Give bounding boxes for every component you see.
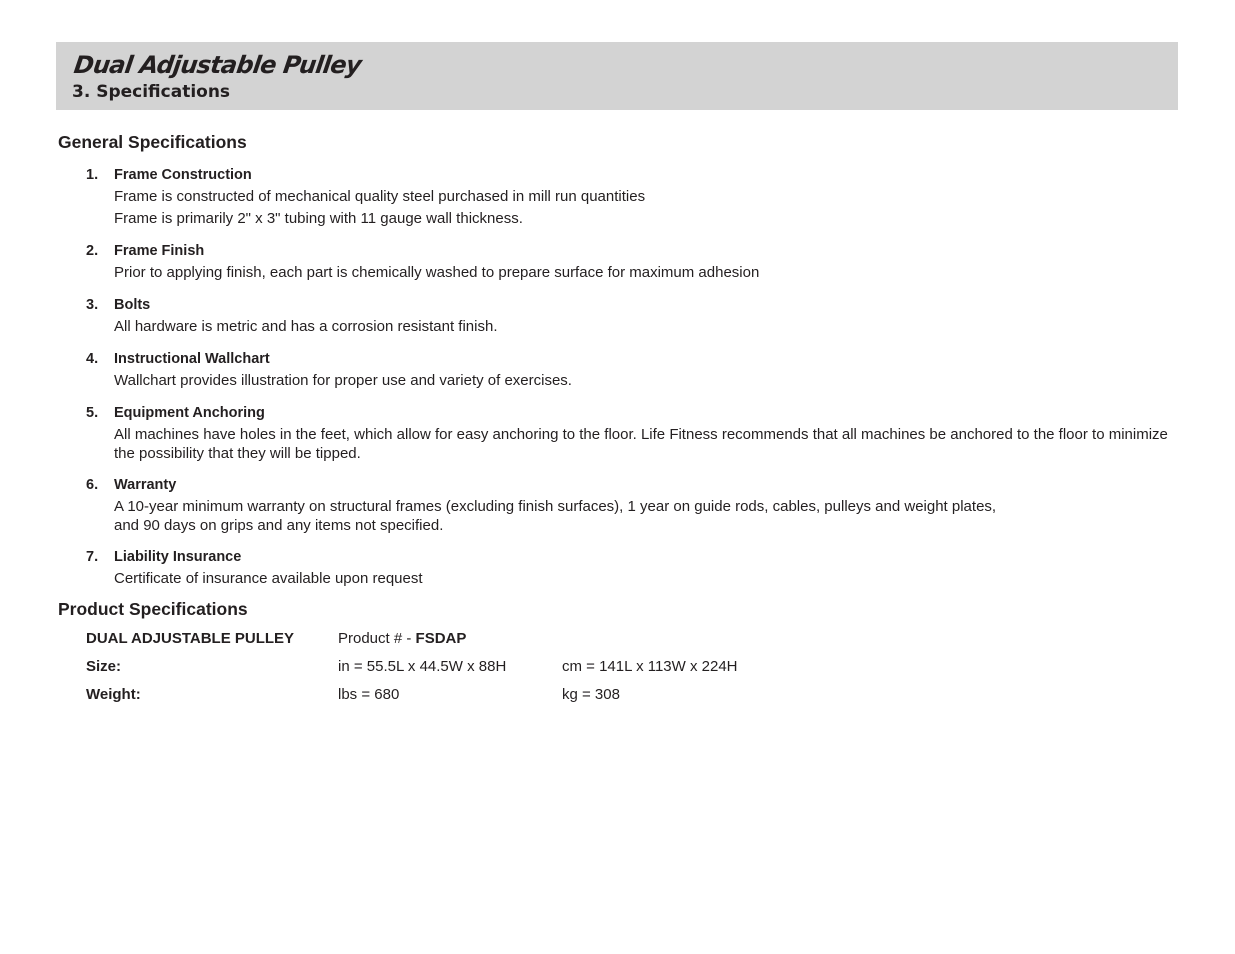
spec-text: Wallchart provides illustration for proper use and variety of exercises. [114, 372, 572, 389]
spec-text: Frame is primarily 2" x 3" tubing with 11 gauge wall thickness. [114, 210, 523, 227]
weight-kilograms: kg = 308 [562, 686, 620, 703]
page-header [56, 42, 1178, 110]
spec-text: Prior to applying finish, each part is chemically washed to prepare surface for maximum adhesion [114, 264, 760, 281]
spec-title: Instructional Wallchart [114, 351, 270, 367]
spec-item-warranty [58, 474, 1168, 535]
spec-text: and 90 days on grips and any items not specified. [114, 517, 444, 534]
weight-label: Weight: [86, 686, 141, 703]
spec-title: Liability Insurance [114, 549, 242, 565]
spec-text: Certificate of insurance available upon request [114, 570, 423, 587]
spec-title: Frame Construction [114, 167, 252, 183]
general-specifications-list [58, 164, 1168, 600]
spec-item-frame-construction [58, 164, 1168, 229]
spec-text: A 10-year minimum warranty on structural frames (excluding finish surfaces), 1 year on guide rods, cables, pulleys and weight plates, [114, 498, 997, 515]
spec-number: 6. [86, 477, 99, 493]
spec-number: 1. [86, 167, 99, 183]
product-number [338, 628, 466, 650]
spec-title: Equipment Anchoring [114, 405, 265, 421]
weight-pounds: lbs = 680 [338, 686, 400, 703]
spec-number: 5. [86, 405, 99, 421]
spec-text: All machines have holes in the feet, which allow for easy anchoring to the floor. Life Fitness recommends that all machines be anchored to the floor to minimize the possibility that they will be tipped. [114, 426, 1168, 462]
spec-number: 4. [86, 351, 99, 367]
spec-title: Frame Finish [114, 243, 205, 259]
spec-item-bolts [58, 294, 1168, 337]
section-title: 3. Specifications [72, 82, 231, 102]
spec-item-instructional-wallchart [58, 348, 1168, 391]
spec-item-equipment-anchoring [58, 402, 1168, 463]
product-name: DUAL ADJUSTABLE PULLEY [86, 630, 295, 647]
spec-title: Bolts [114, 297, 151, 313]
size-inches: in = 55.5L x 44.5W x 88H [338, 658, 507, 675]
product-specifications-heading: Product Specifications [58, 599, 248, 619]
spec-item-liability-insurance [58, 546, 1168, 589]
spec-title: Warranty [114, 477, 177, 493]
spec-number: 3. [86, 297, 99, 313]
document-title: Dual Adjustable Pulley [72, 51, 363, 79]
spec-number: 7. [86, 549, 99, 565]
product-number-label: Product # - [338, 630, 416, 647]
spec-item-frame-finish [58, 240, 1168, 283]
spec-number: 2. [86, 243, 99, 259]
spec-text: All hardware is metric and has a corrosion resistant finish. [114, 318, 498, 335]
size-label: Size: [86, 658, 122, 675]
size-centimeters: cm = 141L x 113W x 224H [562, 658, 738, 675]
product-code: FSDAP [415, 630, 467, 647]
spec-text: Frame is constructed of mechanical quality steel purchased in mill run quantities [114, 188, 646, 205]
general-specifications-heading: General Specifications [58, 132, 247, 152]
